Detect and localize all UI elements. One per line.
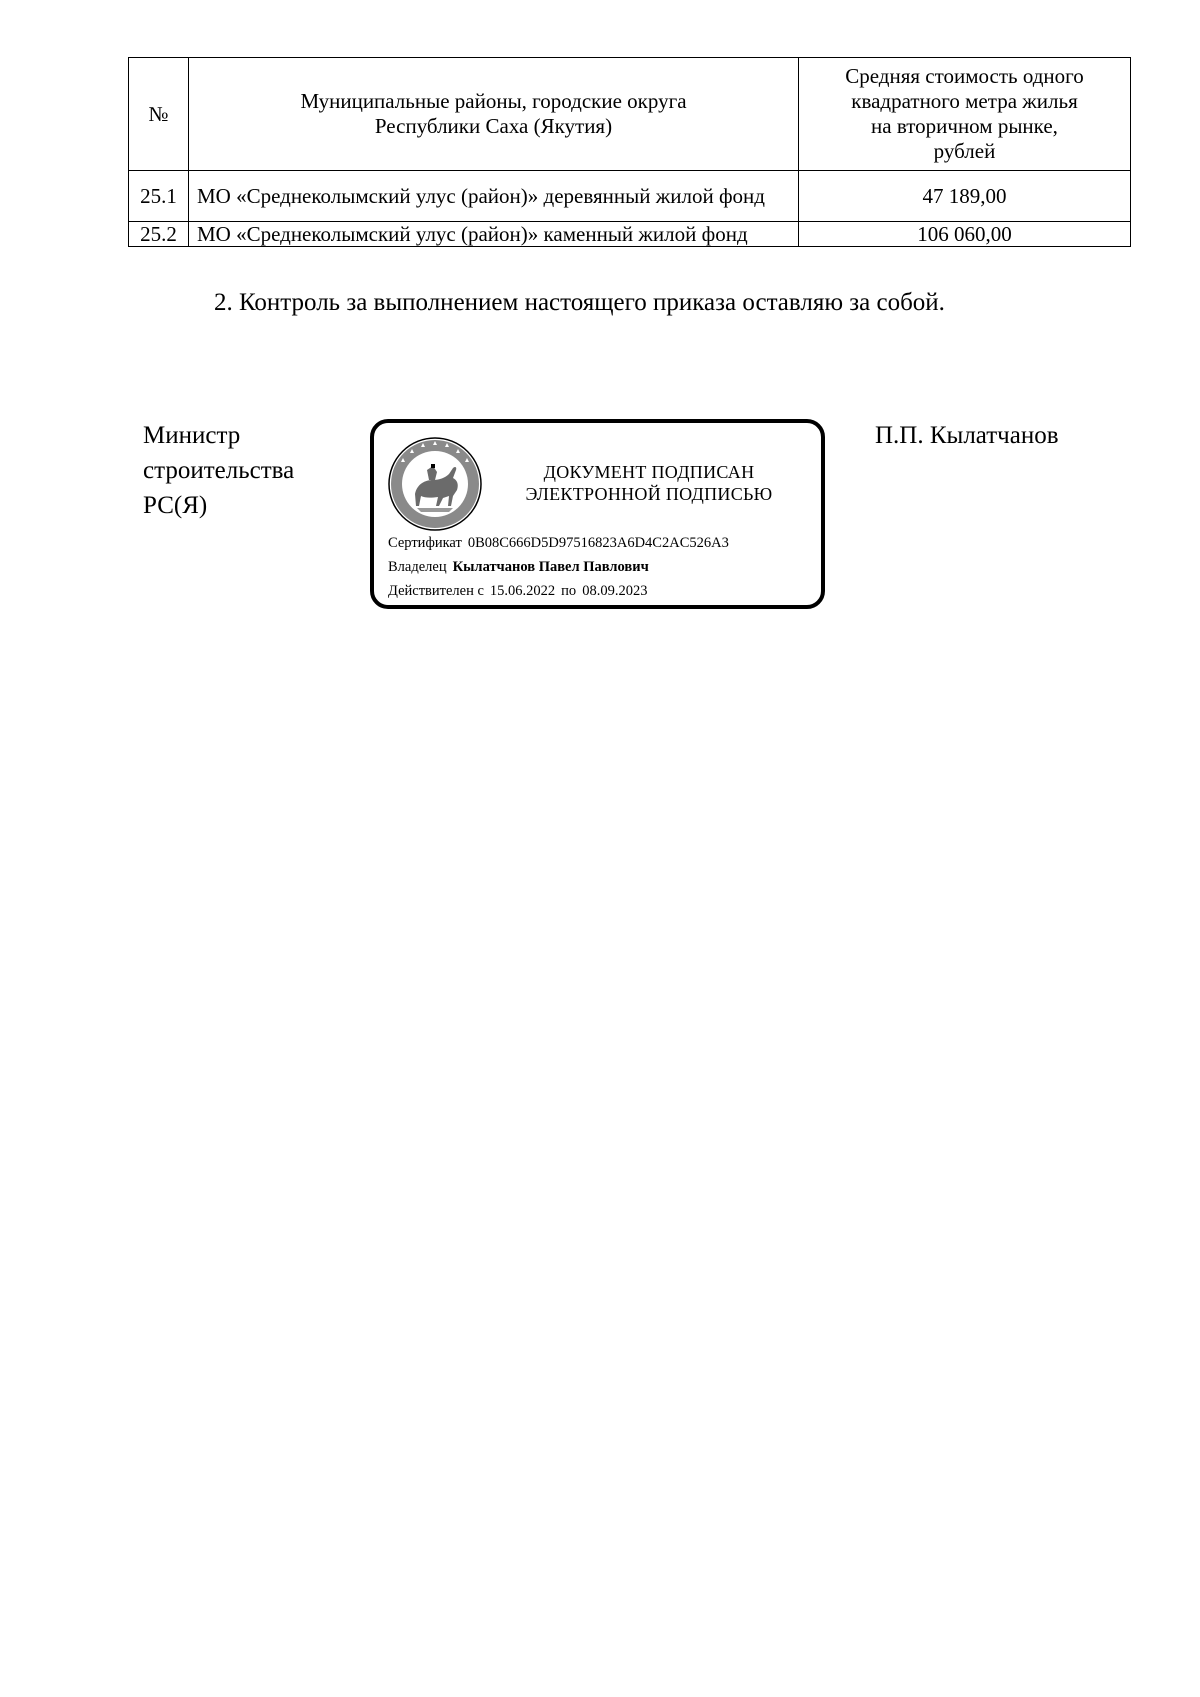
stamp-details — [388, 531, 729, 603]
stamp-certificate-line — [388, 531, 729, 555]
header-district — [189, 58, 799, 171]
owner-label: Владелец — [388, 559, 447, 575]
header-district-line2: Республики Саха (Якутия) — [374, 114, 613, 138]
table-header-row — [129, 58, 1131, 171]
signer-position-line3: РС(Я) — [143, 492, 208, 519]
table-header — [129, 58, 1131, 171]
stamp-validity-line — [388, 579, 729, 603]
signer-position-line1: Министр — [143, 422, 241, 449]
header-price — [799, 58, 1131, 171]
control-paragraph: 2. Контроль за выполнением настоящего приказа оставляю за собой. — [214, 289, 945, 316]
table-row — [129, 222, 1131, 247]
valid-to: 08.09.2023 — [582, 583, 648, 599]
row-number: 25.2 — [129, 222, 189, 247]
signer-position — [143, 418, 343, 523]
certificate-value: 0B08C666D5D97516823A6D4C2AC526A3 — [467, 535, 729, 551]
signer-name: П.П. Кылатчанов — [875, 422, 1059, 449]
row-price: 47 189,00 — [799, 171, 1131, 222]
electronic-signature-stamp — [370, 419, 825, 609]
housing-price-table — [128, 57, 1131, 247]
header-price-line4: рублей — [933, 139, 996, 163]
header-price-line2: квадратного метра жилья — [851, 89, 1078, 113]
certificate-label: Сертификат — [388, 535, 462, 551]
row-district: МО «Среднеколымский улус (район)» каменный жилой фонд — [189, 222, 799, 247]
valid-label: Действителен с — [388, 583, 484, 599]
row-price: 106 060,00 — [799, 222, 1131, 247]
valid-from: 15.06.2022 — [489, 583, 556, 599]
header-district-line1: Муниципальные районы, городские округа — [300, 89, 687, 113]
signer-position-line2: строительства — [143, 457, 295, 484]
owner-value: Кылатчанов Павел Павлович — [452, 559, 649, 575]
row-district: МО «Среднеколымский улус (район)» деревянный жилой фонд — [189, 171, 799, 222]
table-body — [129, 171, 1131, 247]
table-row — [129, 171, 1131, 222]
header-price-line1: Средняя стоимость одного — [845, 64, 1084, 88]
stamp-owner-line — [388, 555, 729, 579]
valid-to-label: по — [561, 583, 577, 599]
stamp-title — [489, 461, 809, 505]
yakutia-coat-of-arms-icon — [387, 436, 483, 532]
row-number: 25.1 — [129, 171, 189, 222]
header-number: № — [129, 58, 189, 171]
header-price-line3: на вторичном рынке, — [871, 114, 1058, 138]
stamp-title-line2: ЭЛЕКТРОННОЙ ПОДПИСЬЮ — [525, 484, 773, 504]
stamp-title-line1: ДОКУМЕНТ ПОДПИСАН — [543, 462, 755, 482]
